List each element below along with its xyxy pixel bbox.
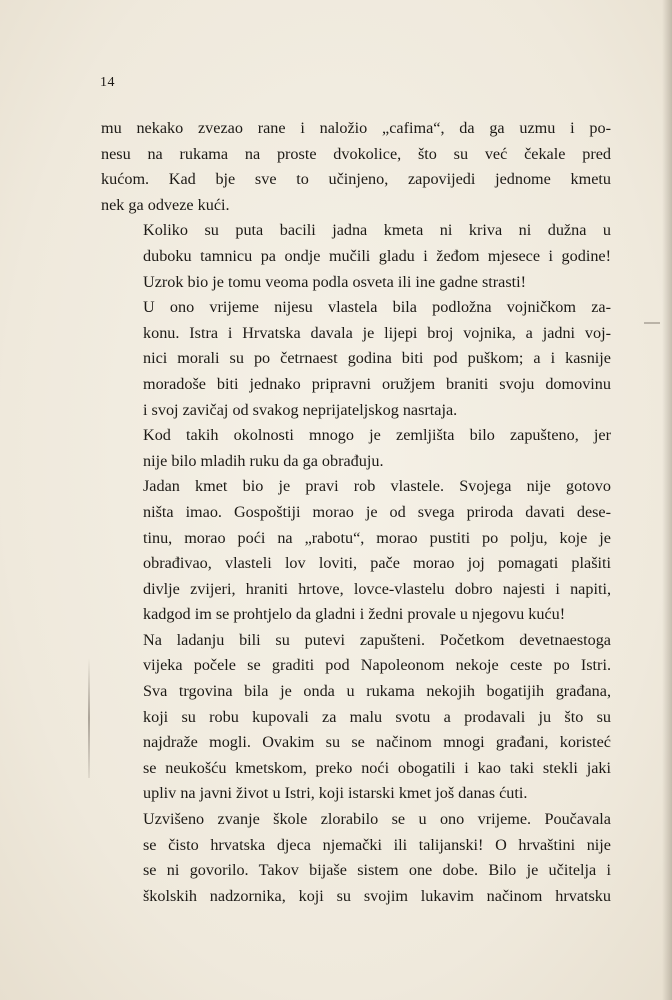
paragraph: [101, 628, 611, 807]
text-line: nije bilo mladih ruku da ga obrađuju.: [143, 451, 384, 470]
text-line: obrađivao, vlasteli lov loviti, pače morao joj pomagati plašiti: [143, 554, 611, 573]
paragraph: [101, 807, 611, 909]
text-line: se neukošću kmetskom, preko noći obogatili i kao taki stekli jaki: [143, 758, 611, 777]
text-line: nici morali su po četrnaest godina biti pod puškom; a i kasnije: [143, 349, 611, 368]
text-line: ništa imao. Gospoštiji morao je od svega priroda davati dese-: [143, 502, 611, 521]
text-line: upliv na javni život u Istri, koji istarski kmet još danas ćuti.: [143, 784, 528, 803]
text-line: najdraže mogli. Ovakim su se načinom mnogi građani, koristeć: [143, 733, 611, 752]
text-line: konu. Istra i Hrvatska davala je lijepi broj vojnika, a jadni voj-: [143, 323, 611, 342]
text-line: Na ladanju bili su putevi zapušteni. Početkom devetnaestoga: [143, 630, 611, 649]
text-line: vijeka počele se graditi pod Napoleonom nekoje ceste po Istri.: [143, 656, 611, 675]
text-line: nek ga odveze kući.: [101, 195, 230, 214]
text-line: školskih nadzornika, koji su svojim lukavim načinom hrvatsku: [143, 886, 611, 905]
page-number: 14: [100, 75, 115, 90]
text-line: moradoše biti jednako pripravni oružjem braniti svoju domovinu: [143, 374, 611, 393]
text-line: se ni govorilo. Takov bijaše sistem one dobe. Bilo je učitelja i: [143, 861, 611, 880]
text-line: Koliko su puta bacili jadna kmeta ni kriva ni dužna u: [143, 221, 611, 240]
text-line: tinu, morao poći na „rabotu“, morao pustiti po polju, koje je: [143, 528, 611, 547]
paragraph: [101, 474, 611, 628]
page-edge-shadow: [662, 0, 672, 1000]
margin-pencil-mark: [88, 658, 90, 778]
paragraph: [101, 116, 611, 218]
paragraph: [101, 218, 611, 295]
body-text: [101, 116, 611, 909]
paragraph: [101, 295, 611, 423]
text-line: U ono vrijeme nijesu vlastela bila podložna vojničkom za-: [143, 298, 611, 317]
margin-pencil-tick: [644, 322, 660, 324]
text-line: Uzrok bio je tomu veoma podla osveta ili ine gadne strasti!: [143, 272, 527, 291]
text-line: i svoj zavičaj od svakog neprijateljskog nasrtaja.: [143, 400, 458, 419]
text-line: nesu na rukama na proste dvokolice, što su već čekale pred: [101, 144, 611, 163]
text-line: kućom. Kad bje sve to učinjeno, zapovijedi jednome kmetu: [101, 170, 611, 189]
text-line: mu nekako zvezao rane i naložio „cafima“, da ga uzmu i po-: [101, 119, 611, 137]
text-line: Jadan kmet bio je pravi rob vlastele. Svojega nije gotovo: [143, 477, 611, 496]
text-line: Sva trgovina bila je onda u rukama nekojih bogatijih građana,: [143, 682, 611, 701]
paragraph: [101, 423, 611, 474]
text-line: duboku tamnicu pa ondje mučili gladu i žeđom mjesece i godine!: [143, 246, 611, 265]
text-line: Uzvišeno zvanje škole zlorabilo se u ono vrijeme. Poučavala: [143, 810, 611, 829]
text-line: se čisto hrvatska djeca njemački ili talijanski! O hrvaštini nije: [143, 835, 611, 854]
text-line: divlje zvijeri, hraniti hrtove, lovce-vlastelu dobro najesti i napiti,: [143, 579, 611, 598]
text-line: kadgod im se prohtjelo da gladni i žedni provale u njegovu kuću!: [143, 605, 566, 624]
text-line: Kod takih okolnosti mnogo je zemljišta bilo zapušteno, jer: [143, 426, 611, 445]
text-line: koji su robu kupovali za malu svotu a prodavali ju što su: [143, 707, 611, 726]
